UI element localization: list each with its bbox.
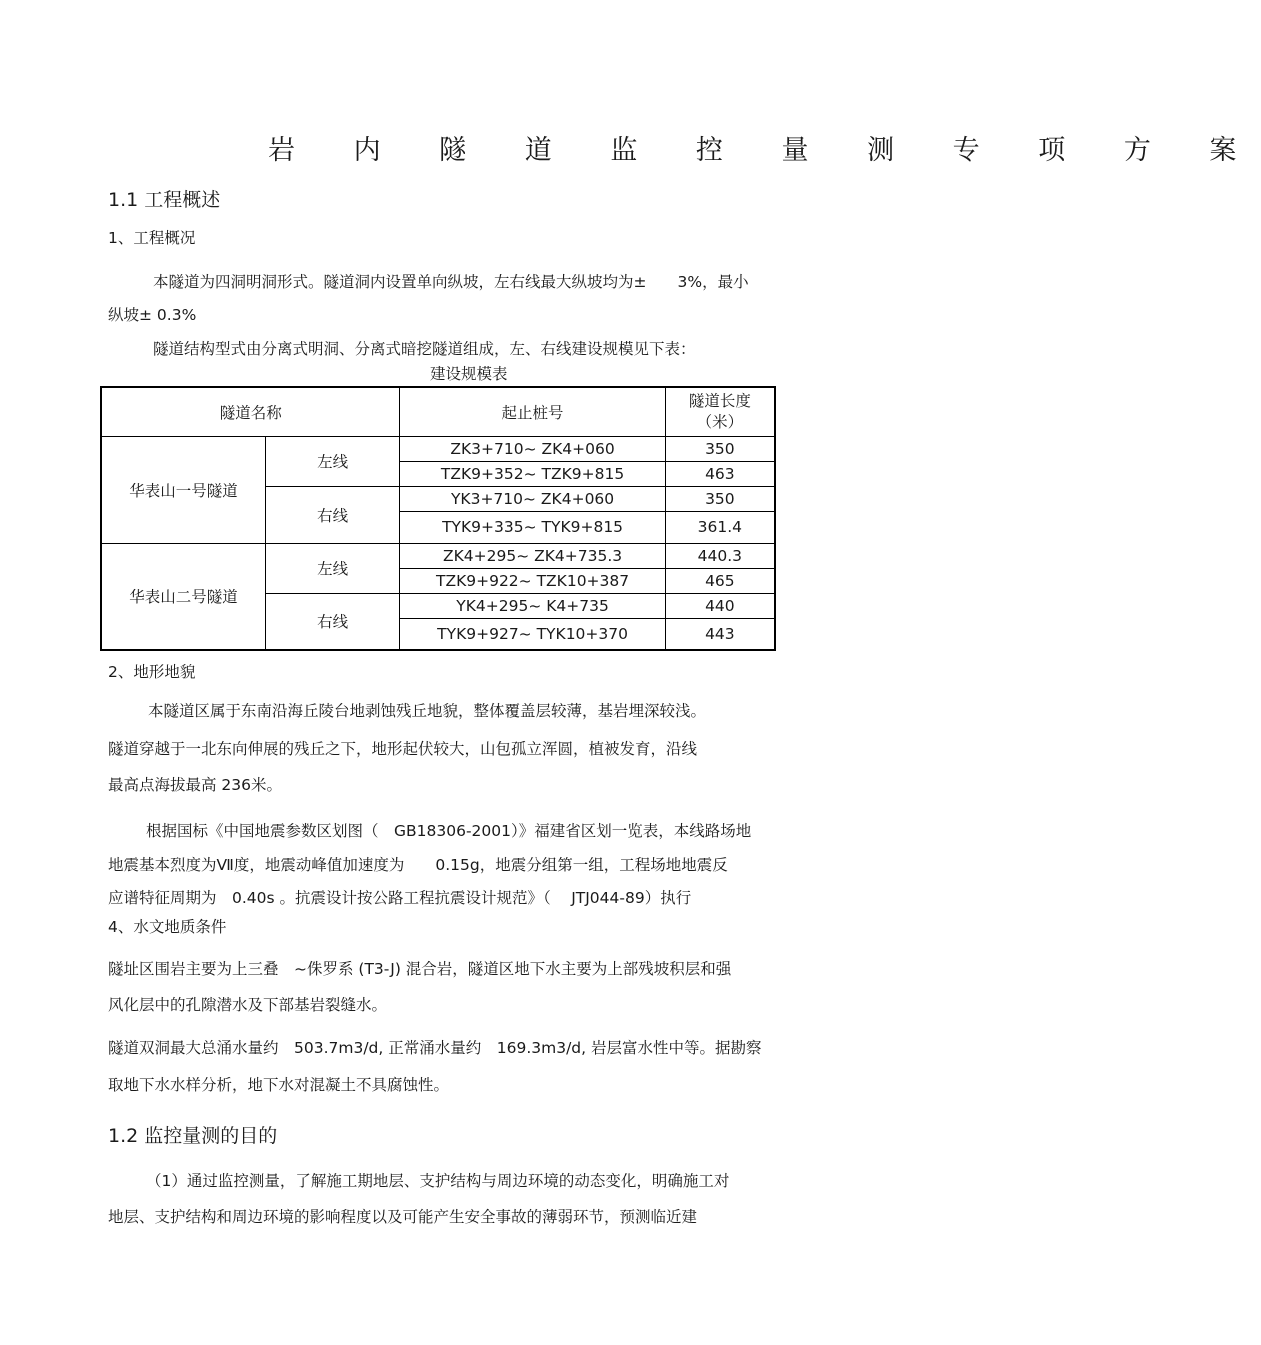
paragraph-line: 隧道双洞最大总涌水量约 503.7m3/d, 正常涌水量约 169.3m3/d, 岩层富水性中等。据勘察 bbox=[108, 1039, 762, 1057]
line-side-cell: 右线 bbox=[265, 486, 400, 543]
section-heading-1-2: 1.2 监控量测的目的 bbox=[108, 1125, 278, 1147]
table-row bbox=[101, 543, 775, 568]
paragraph-line: 隧道结构型式由分离式明洞、分离式暗挖隧道组成，左、右线建设规模见下表： bbox=[153, 340, 696, 358]
document-title: 岩 内 隧 道 监 控 量 测 专 项 方 案 bbox=[268, 135, 1261, 166]
paragraph-line: 根据国标《中国地震参数区划图（ GB18306-2001）》福建省区划一览表，本线路场地 bbox=[146, 822, 752, 840]
table-header-row bbox=[101, 387, 775, 436]
station-cell: TYK9+927~ TYK10+370 bbox=[400, 618, 665, 650]
length-cell: 443 bbox=[665, 618, 775, 650]
station-cell: TZK9+352~ TZK9+815 bbox=[400, 461, 665, 486]
paragraph-line: 风化层中的孔隙潜水及下部基岩裂缝水。 bbox=[108, 996, 388, 1014]
header-length-unit: （米） bbox=[696, 412, 744, 431]
station-cell: TZK9+922~ TZK10+387 bbox=[400, 568, 665, 593]
station-cell: YK3+710~ ZK4+060 bbox=[400, 486, 665, 511]
table-row bbox=[101, 436, 775, 461]
paragraph-line: 地层、支护结构和周边环境的影响程度以及可能产生安全事故的薄弱环节，预测临近建 bbox=[108, 1208, 698, 1226]
header-tunnel-name: 隧道名称 bbox=[101, 387, 400, 436]
length-cell: 361.4 bbox=[665, 511, 775, 543]
table-caption: 建设规模表 bbox=[430, 365, 508, 383]
header-station: 起止桩号 bbox=[400, 387, 665, 436]
paragraph-line: 本隧道区属于东南沿海丘陵台地剥蚀残丘地貌，整体覆盖层较薄，基岩埋深较浅。 bbox=[148, 702, 707, 720]
tunnel-name-cell: 华表山一号隧道 bbox=[101, 436, 265, 543]
paragraph-line: （1）通过监控测量，了解施工期地层、支护结构与周边环境的动态变化，明确施工对 bbox=[146, 1172, 730, 1190]
paragraph-line: 应谱特征周期为 0.40s 。抗震设计按公路工程抗震设计规范》（ JTJ044-89）执行 bbox=[108, 889, 692, 907]
section-heading-1-1: 1.1 工程概述 bbox=[108, 189, 221, 211]
station-cell: TYK9+335~ TYK9+815 bbox=[400, 511, 665, 543]
station-cell: ZK4+295~ ZK4+735.3 bbox=[400, 543, 665, 568]
length-cell: 465 bbox=[665, 568, 775, 593]
length-cell: 350 bbox=[665, 436, 775, 461]
paragraph-line: 地震基本烈度为Ⅶ度，地震动峰值加速度为 0.15g，地震分组第一组，工程场地地震反 bbox=[108, 856, 728, 874]
paragraph-line: 隧址区围岩主要为上三叠 ~侏罗系 (T3-J) 混合岩，隧道区地下水主要为上部残坡积层和强 bbox=[108, 960, 732, 978]
paragraph-line: 取地下水水样分析，地下水对混凝土不具腐蚀性。 bbox=[108, 1076, 450, 1094]
line-side-cell: 右线 bbox=[265, 593, 400, 650]
header-length bbox=[665, 387, 775, 436]
line-side-cell: 左线 bbox=[265, 436, 400, 486]
paragraph-line: 纵坡± 0.3% bbox=[108, 306, 197, 324]
subheading-hydrogeology: 4、水文地质条件 bbox=[108, 918, 227, 936]
length-cell: 440.3 bbox=[665, 543, 775, 568]
subheading-project-overview: 1、工程概况 bbox=[108, 229, 196, 247]
subheading-terrain: 2、地形地貌 bbox=[108, 663, 196, 681]
length-cell: 350 bbox=[665, 486, 775, 511]
paragraph-line: 隧道穿越于一北东向伸展的残丘之下，地形起伏较大，山包孤立浑圆，植被发育，沿线 bbox=[108, 740, 698, 758]
length-cell: 440 bbox=[665, 593, 775, 618]
line-side-cell: 左线 bbox=[265, 543, 400, 593]
tunnel-name-cell: 华表山二号隧道 bbox=[101, 543, 265, 650]
header-length-line: 隧道长度 bbox=[688, 391, 751, 410]
paragraph-line: 本隧道为四洞明洞形式。隧道洞内设置单向纵坡，左右线最大纵坡均为± 3%，最小 bbox=[153, 273, 749, 291]
station-cell: ZK3+710~ ZK4+060 bbox=[400, 436, 665, 461]
station-cell: YK4+295~ K4+735 bbox=[400, 593, 665, 618]
paragraph-line: 最高点海拔最高 236米。 bbox=[108, 776, 283, 794]
construction-scale-table bbox=[100, 386, 776, 651]
length-cell: 463 bbox=[665, 461, 775, 486]
